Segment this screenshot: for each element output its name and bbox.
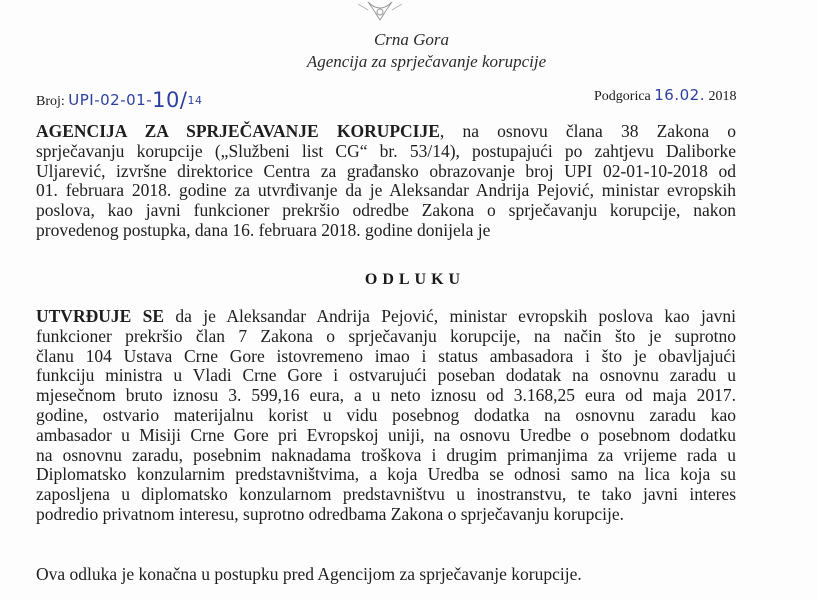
place-date (594, 86, 736, 105)
decision-line: na osnovnu zaradu, posebnim naknadama troškova i drugim primanjima za vrijeme rada u (36, 444, 736, 465)
decision-line: mjesečnom bruto iznosu 3. 599,16 eura, a u neto iznosu od 3.168,25 eura od maja 2017. (36, 385, 736, 406)
intro-lead: AGENCIJA ZA SPRJEČAVANJE KORUPCIJE (36, 121, 440, 141)
intro-line: Uljarević, izvršne direktorice Centra za građansko obrazovanje broj UPI 02-01-10-2018 od (36, 160, 736, 181)
decision-line: članu 104 Ustava Crne Gore istovremeno imao i status ambasadora i što je obavljajući (36, 345, 736, 366)
reference-handwritten-suffix: 14 (187, 94, 203, 107)
reference-handwritten-code: UPI-02-01- (68, 91, 153, 109)
decision-line: zaposljena u diplomatsko konzularnom predstavništvu u inostranstvu, te tako javni interes (36, 484, 736, 505)
intro-line: provedenog postupka, dana 16. februara 2018. godine donijela je (36, 219, 491, 240)
finality-line: Ova odluka je konačna u postupku pred Agencijom za sprječavanje korupcije. (36, 564, 582, 584)
intro-paragraph (36, 122, 736, 241)
decision-line: Diplomatsko konzularnim predstavništvima, a koja Uredba se odnosi samo na lica koja su (36, 464, 736, 485)
decision-line: UTVRĐUJE SE da je Aleksandar Andrija Pejović, ministar evropskih poslova kao javni (36, 306, 736, 326)
decision-line: podredio privatnom interesu, suprotno odredbama Zakona o sprječavanju korupcije. (36, 503, 625, 524)
decision-line: funkcioner prekršio član 7 Zakona o sprječavanju korupcije, na način što je suprotno (36, 325, 736, 346)
finality-paragraph (36, 565, 736, 585)
decision-line: ambasador u Misiji Crne Gore pri Evropskoj uniji, na osnovu Uredbe o posebnom dodatku (36, 424, 736, 445)
intro-line: AGENCIJA ZA SPRJEČAVANJE KORUPCIJE, na osnovu člana 38 Zakona o (36, 121, 737, 141)
reference-label: Broj: (36, 94, 65, 109)
reference-number (36, 86, 202, 110)
intro-line: 01. februara 2018. godine za utvrđivanje da je Aleksandar Andrija Pejović, ministar evropskih (36, 180, 736, 201)
decision-line: funkciju ministra u Vladi Crne Gore i ostvarujući poseban dodatak na osnovnu zaradu u (36, 365, 736, 386)
header-agency: Agencija za sprječavanje korupcije (306, 52, 547, 71)
date-handwritten: 16.02. (654, 86, 705, 104)
intro-line: poslova, kao javni funkcioner prekršio odredbe Zakona o sprječavanju korupcije, nakon (36, 200, 736, 221)
header-country: Crna Gora (373, 30, 450, 49)
decision-lead: UTVRĐUJE SE (36, 306, 165, 326)
coat-of-arms-emblem (340, 0, 420, 22)
decision-paragraph (36, 307, 736, 525)
intro-line: sprječavanju korupcije („Službeni list CG“ br. 53/14), postupajući po zahtjevu Daliborke (36, 140, 736, 161)
decision-line: godine, ostvario materijalnu korist u vidu posebnog dodatka na osnovnu zaradu kao (36, 404, 736, 425)
place-label: Podgorica (594, 89, 651, 104)
reference-handwritten-number: 10/ (152, 88, 188, 112)
decision-title: ODLUKU (364, 271, 466, 288)
date-year: 2018 (708, 89, 737, 104)
